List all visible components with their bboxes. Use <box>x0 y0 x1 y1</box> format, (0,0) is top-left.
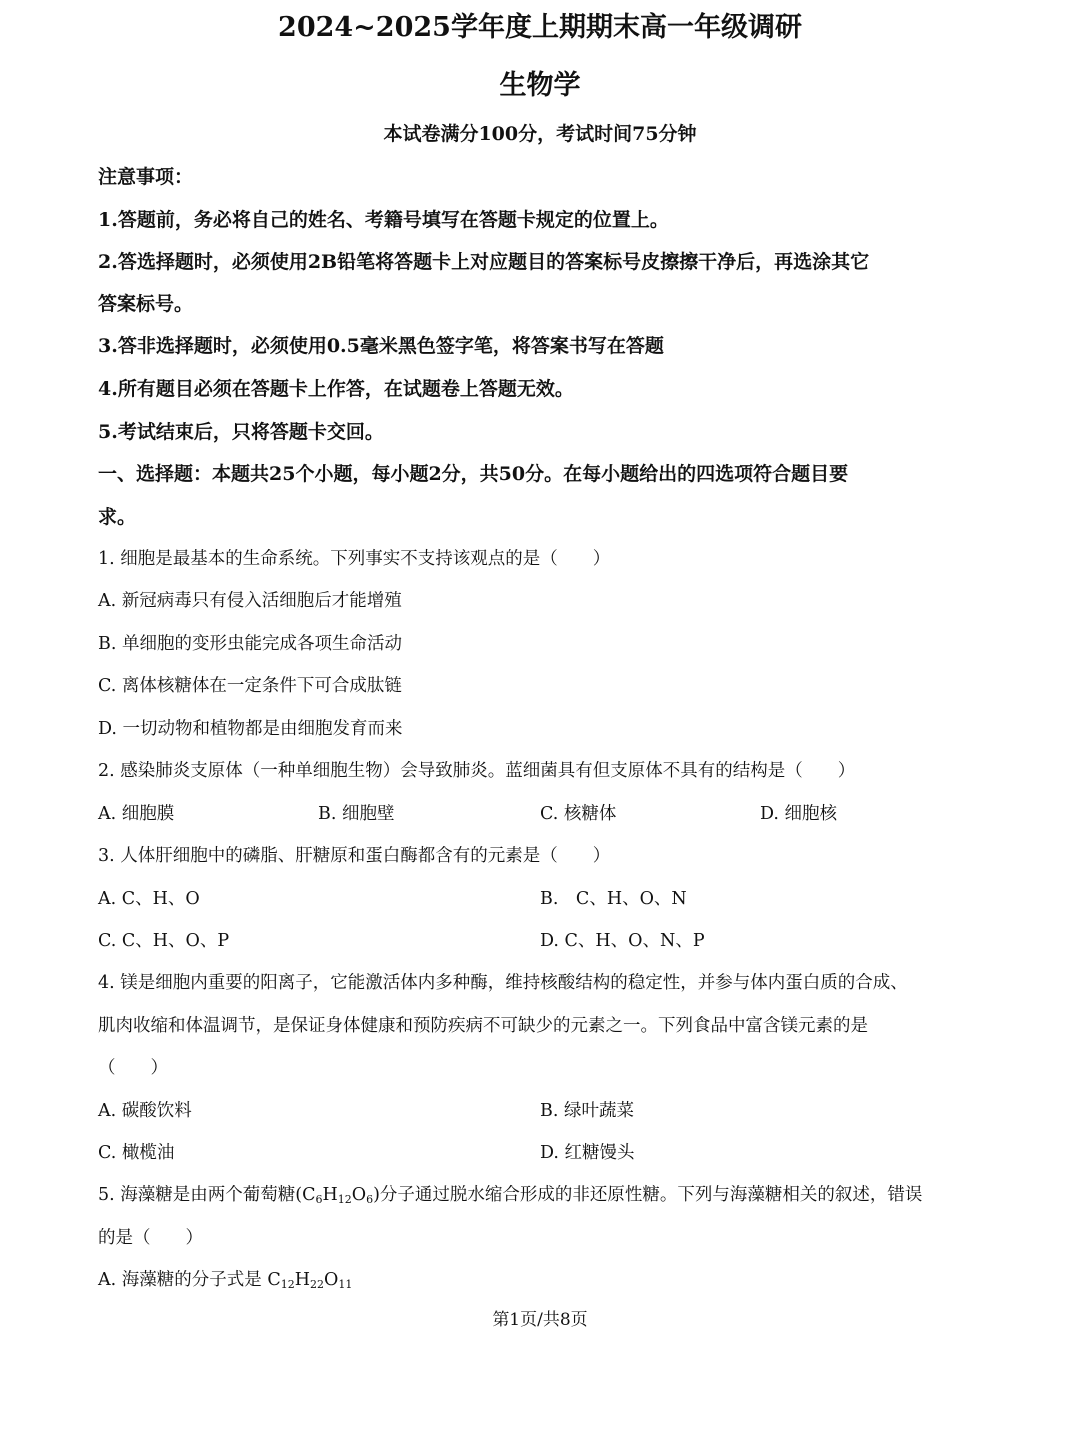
option-c: C. 橄榄油 <box>98 1143 175 1163</box>
option-a: A. 碳酸饮料 <box>98 1101 192 1121</box>
option-b: B. 绿叶蔬菜 <box>540 1101 634 1121</box>
subscript: 12 <box>337 1193 352 1206</box>
option-d: D. C、H、O、N、P <box>540 931 705 951</box>
question-stem-cont: （ ） <box>98 1058 168 1078</box>
option-text: A. 海藻糖的分子式是 C <box>98 1270 281 1290</box>
option-c: C. 离体核糖体在一定条件下可合成肽链 <box>98 676 402 696</box>
page-number: 第1页/共8页 <box>492 1310 588 1330</box>
subscript: 6 <box>366 1193 374 1206</box>
option-d: D. 一切动物和植物都是由细胞发育而来 <box>98 719 403 739</box>
option-b: B. 单细胞的变形虫能完成各项生命活动 <box>98 634 402 654</box>
option-d: D. 细胞核 <box>760 804 838 824</box>
question-stem: 1. 细胞是最基本的生命系统。下列事实不支持该观点的是（ ） <box>98 549 611 569</box>
option-a <box>98 1265 352 1295</box>
question-stem: 2. 感染肺炎支原体（一种单细胞生物）会导致肺炎。蓝细菌具有但支原体不具有的结构是（ ） <box>98 761 856 781</box>
note-item: 4.所有题目必须在答题卡上作答，在试题卷上答题无效。 <box>98 378 574 400</box>
stem-text: )分子通过脱水缩合形成的非还原性糖。下列与海藻糖相关的叙述，错误 <box>373 1185 923 1205</box>
exam-info: 本试卷满分100分，考试时间75分钟 <box>383 123 697 145</box>
question-stem <box>98 1180 922 1210</box>
subscript: 6 <box>315 1193 323 1206</box>
notes-heading: 注意事项： <box>98 166 194 188</box>
subscript: 12 <box>280 1278 295 1291</box>
note-item: 3.答非选择题时，必须使用0.5毫米黑色签字笔，将答案书写在答题 <box>98 335 664 357</box>
note-item: 答案标号。 <box>98 293 194 315</box>
option-c: C. 核糖体 <box>540 804 617 824</box>
stem-text: H <box>322 1185 338 1205</box>
option-a: A. 新冠病毒只有侵入活细胞后才能增殖 <box>98 591 402 611</box>
question-stem: 3. 人体肝细胞中的磷脂、肝糖原和蛋白酶都含有的元素是（ ） <box>98 846 611 866</box>
subject-title: 生物学 <box>499 70 581 101</box>
option-d: D. 红糖馒头 <box>540 1143 635 1163</box>
option-a: A. C、H、O <box>98 889 200 909</box>
subscript: 22 <box>309 1278 324 1291</box>
option-c: C. C、H、O、P <box>98 931 230 951</box>
option-text: O <box>323 1270 339 1290</box>
subscript: 11 <box>338 1278 353 1291</box>
section-heading-cont: 求。 <box>98 506 137 528</box>
stem-text: 5. 海藻糖是由两个葡萄糖(C <box>98 1185 316 1205</box>
exam-title: 2024~2025学年度上期期末高一年级调研 <box>278 12 802 43</box>
option-a: A. 细胞膜 <box>98 804 175 824</box>
section-heading: 一、选择题：本题共25个小题，每小题2分，共50分。在每小题给出的四选项符合题目要 <box>98 463 849 485</box>
option-b: B. C、H、O、N <box>540 889 687 909</box>
note-item: 5.考试结束后，只将答题卡交回。 <box>98 421 384 443</box>
note-item: 1.答题前，务必将自己的姓名、考籍号填写在答题卡规定的位置上。 <box>98 209 669 231</box>
question-stem-cont: 肌肉收缩和体温调节，是保证身体健康和预防疾病不可缺少的元素之一。下列食品中富含镁元素的是 <box>98 1016 868 1036</box>
stem-text: O <box>351 1185 367 1205</box>
question-stem-cont: 的是（ ） <box>98 1228 203 1248</box>
question-stem: 4. 镁是细胞内重要的阳离子，它能激活体内多种酶，维持核酸结构的稳定性，并参与体内蛋白质的合成、 <box>98 973 908 993</box>
option-text: H <box>294 1270 310 1290</box>
note-item: 2.答选择题时，必须使用2B铅笔将答题卡上对应题目的答案标号皮擦擦干净后，再选涂其它 <box>98 251 870 273</box>
option-b: B. 细胞壁 <box>318 804 395 824</box>
